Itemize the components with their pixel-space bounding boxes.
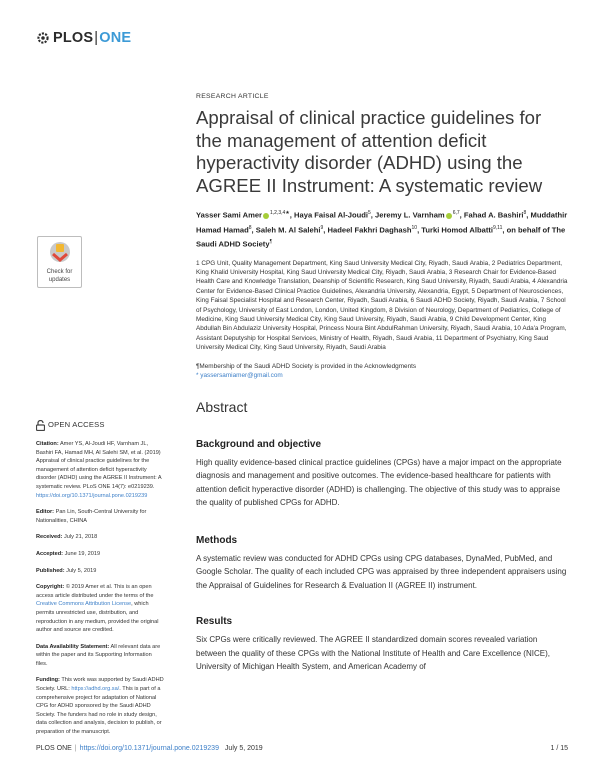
author-affiliation-marker: 9,11	[493, 224, 503, 231]
abstract-heading: Abstract	[196, 398, 248, 415]
author-separator: ,	[459, 210, 464, 220]
accepted-block	[36, 550, 164, 559]
article-main	[196, 93, 568, 674]
author-name[interactable]: Jeremy L. Varnham	[375, 210, 445, 220]
author-name[interactable]: Turki Homod Albatti	[421, 225, 494, 235]
author-affiliation-marker: 8	[248, 224, 252, 231]
article-type: RESEARCH ARTICLE	[196, 93, 269, 100]
funding-text-end: . This is part of a comprehensive project for adaptation of National CPG for ADHD sponsored by the Saudi ADHD Society. The funders had no role in study design, data collection and analysis, decision to publish, or preparation of the manuscript.	[36, 686, 162, 736]
open-access-label: OPEN ACCESS	[48, 420, 105, 430]
article-info-sidebar	[36, 420, 164, 745]
author-affiliation-marker: ¶	[269, 239, 273, 246]
section-heading: Results	[196, 616, 233, 628]
received-label: Received:	[36, 534, 63, 541]
plos-logo-icon	[36, 31, 50, 45]
author-separator: ,	[417, 225, 422, 235]
author-separator: ,	[526, 210, 531, 220]
open-access-badge	[36, 420, 164, 431]
citation-block	[36, 440, 164, 500]
journal-logo[interactable]	[36, 30, 131, 46]
corresponding-email[interactable]: * yassersamiamer@gmail.com	[196, 371, 283, 379]
author-separator: ,	[370, 210, 376, 220]
section-text: High quality evidence-based clinical practice guidelines (CPGs) have a major impact on the appropriate diagnosis and management and positive outcomes. The evidence-based healthcare for patients with attention deficit hyperactive disorder (ADHD) is challenging. The objective of this study was to appraise the quality of published CPGs for ADHD.	[196, 457, 562, 508]
author-name[interactable]: Muddathir Hamad Hamad	[196, 210, 568, 235]
published-block	[36, 567, 164, 576]
funding-label: Funding:	[36, 677, 60, 684]
footer-divider: |	[74, 745, 77, 752]
accepted-text: June 19, 2019	[64, 550, 101, 557]
logo-one-text: ONE	[99, 30, 132, 46]
membership-note: ¶Membership of the Saudi ADHD Society is provided in the Acknowledgments	[196, 362, 417, 370]
footer-date: July 5, 2019	[224, 745, 263, 752]
editor-block	[36, 508, 164, 525]
open-lock-icon	[36, 420, 45, 431]
author-name[interactable]: Haya Faisal Al-Joudi	[294, 210, 369, 220]
affiliations: 1 CPG Unit, Quality Management Department, King Saud University Medical City, Riyadh, Saudi Arabia, 2 Pediatrics Department, King Khalid University Hospital, King Saud University Medical City, Riyadh, Saudi Arabia, 3 Research Chair for Evidence-Based Health Care and Knowledge Translation, Deanship of Scientific Research, King Saud University, Riyadh, Saudi Arabia, 4 Alexandria Center for Evidence-Based Clinical Practice Guidelines, Alexandria University, Alexandria, Egypt, 5 Department of Neurosciences, King Faisal Specialist Hospital and Research Center, Riyadh, Saudi Arabia, 6 Saudi ADHD Society, Riyadh, Saudi Arabia, 7 School of Psychology, University of East London, London, United Kingdom, 8 Division of Neurology, Department of Pediatrics, College of Medicine, King Saud University Medical City, King Saud University, Riyadh, Saudi Arabia, 9 Child Development Center, King Abdullah Bin Abdulaziz University Hospital, Princess Noura Bint AbdulRahman University, Riyadh, Saudi Arabia, 10 Ada'a Program, Assistant Deputyship for Hospital Services, Ministry of Health, Riyadh, Saudi Arabia, 11 Department of Psychiatry, King Saud University Medical City, King Saud University, Riyadh, Saudi Arabia	[196, 259, 568, 352]
received-text: July 21, 2018	[64, 534, 98, 541]
updates-label: updates	[48, 277, 71, 283]
abstract-section-methods	[196, 535, 568, 593]
orcid-icon[interactable]	[263, 213, 269, 219]
data-availability-block	[36, 643, 164, 669]
section-heading: Methods	[196, 534, 238, 546]
funding-url-link[interactable]: https://adhd.org.sa/	[71, 686, 120, 693]
author-name[interactable]: Saleh M. Al Salehi	[255, 225, 321, 235]
check-for-updates-badge[interactable]	[37, 236, 82, 288]
section-text: Six CPGs were critically reviewed. The AGREE II standardized domain scores revealed variation between the quality of these CPGs with the National Institute of Health and Care Excellence (NICE), University of Michigan Health System, and American Academy of	[196, 635, 550, 672]
author-affiliation-marker: 8	[523, 210, 527, 216]
license-link[interactable]: Creative Commons Attribution License	[36, 601, 132, 608]
citation-text: Amer YS, Al-Joudi HF, Varnham JL, Bashiri FA, Hamad MH, Al Salehi SM, et al. (2019) Appraisal of clinical practice guidelines for the management of attention deficit hyperactivity disorder (ADHD) using the AGREE II Instrument: A systematic review. PLoS ONE 14(7): e0219239.	[36, 441, 162, 490]
orcid-icon[interactable]	[446, 213, 452, 219]
abstract-section-results	[196, 616, 568, 674]
page-number: 1 / 15	[550, 745, 568, 752]
footer-left	[36, 745, 263, 752]
check-for-label: Check for	[46, 269, 73, 275]
citation-label: Citation:	[36, 441, 59, 447]
data-availability-label: Data Availability Statement:	[36, 643, 110, 650]
footer-journal: PLOS ONE	[36, 745, 72, 752]
funding-block	[36, 676, 164, 736]
author-affiliation-marker: 10	[411, 224, 418, 231]
author-affiliation-marker: 6,7	[452, 210, 460, 216]
logo-plos-text: PLOS	[53, 30, 94, 46]
author-list	[196, 207, 568, 251]
published-label: Published:	[36, 567, 65, 574]
funding-text: This work was supported by Saudi ADHD Society. URL:	[36, 677, 164, 693]
editor-text: Pan Lin, South-Central University for Nationalities, CHINA	[36, 509, 147, 524]
section-text: A systematic review was conducted for ADHD CPGs using CPG databases, DynaMed, PubMed, and Google Scholar. The quality of each included CPG was appraised by three independent appraisers using the Appraisal of Guidelines for Research & Evaluation II (AGREE II) instrument.	[196, 553, 567, 590]
published-text: July 5, 2019	[66, 567, 97, 574]
article-title: Appraisal of clinical practice guidelines for the management of attention deficit hyperactivity disorder (ADHD) using the AGREE II Instrument: A systematic review	[196, 107, 543, 196]
section-heading: Background and objective	[196, 438, 322, 450]
copyright-text-end: , which permits unrestricted use, distribution, and reproduction in any medium, provided the original author and source are credited.	[36, 601, 159, 634]
copyright-label: Copyright:	[36, 584, 65, 591]
editor-label: Editor:	[36, 509, 55, 516]
author-name[interactable]: Yasser Sami Amer	[196, 210, 262, 220]
abstract-section-background	[196, 439, 568, 510]
accepted-label: Accepted:	[36, 550, 64, 557]
received-block	[36, 533, 164, 542]
copyright-text: © 2019 Amer et al. This is an open access article distributed under the terms of the	[36, 584, 154, 599]
footer-doi-link[interactable]: https://doi.org/10.1371/journal.pone.0219239	[79, 745, 219, 752]
author-separator: ,	[323, 225, 328, 235]
logo-separator: |	[94, 30, 99, 46]
check-updates-icon	[49, 241, 71, 263]
author-separator: ,	[251, 225, 256, 235]
copyright-block	[36, 583, 164, 635]
author-affiliation-marker: 5	[368, 210, 371, 216]
page-footer	[36, 745, 568, 752]
author-separator: ,	[289, 210, 295, 220]
author-affiliation-marker: 1,2,3,4★	[270, 210, 290, 216]
author-name[interactable]: Hadeel Fakhri Daghash	[327, 225, 412, 235]
author-affiliation-marker: 9	[320, 224, 324, 231]
author-separator: ,	[502, 225, 507, 235]
citation-doi-link[interactable]: https://doi.org/10.1371/journal.pone.0219239	[36, 492, 148, 499]
author-name[interactable]: on behalf of The Saudi ADHD Society	[196, 225, 566, 249]
author-name[interactable]: Fahad A. Bashiri	[463, 210, 524, 220]
data-availability-text: All relevant data are within the paper and its Supporting Information files.	[36, 643, 161, 667]
